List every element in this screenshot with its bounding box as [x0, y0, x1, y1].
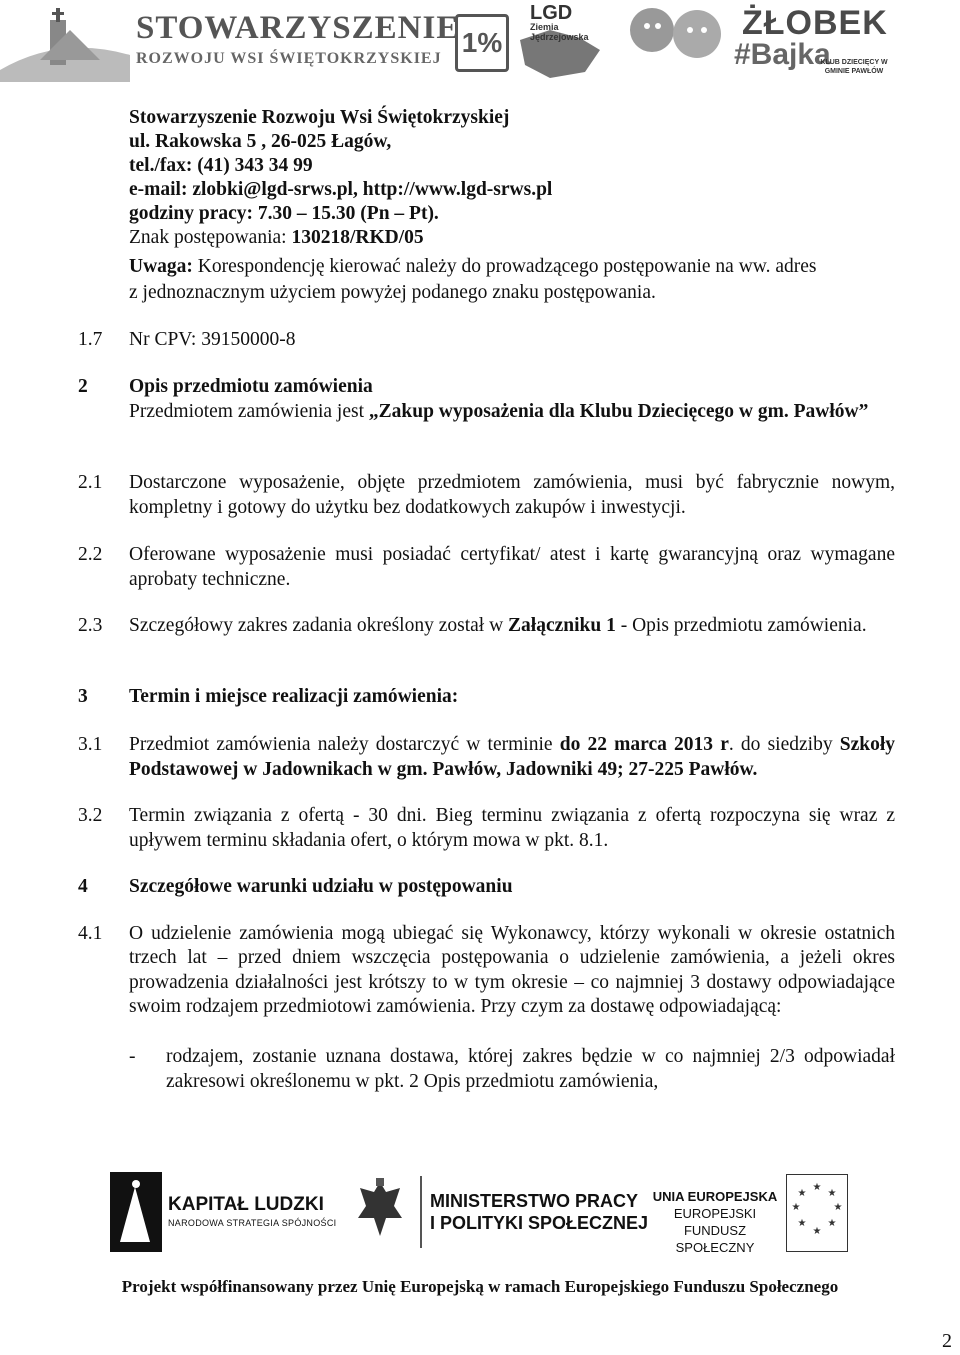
- bullet-text: rodzajem, zostanie uznana dostawa, której zakres będzie w co najmniej 2/3 odpowiadał zakresowi określonemu w pkt. 2 Opis przedmiotu zamówienia,: [166, 1046, 895, 1092]
- item-2-3-text: [129, 614, 895, 639]
- children-icon: [622, 0, 732, 82]
- item-3-2-number: 3.2: [78, 805, 103, 826]
- stow-title: STOWARZYSZENIE: [136, 10, 460, 46]
- item-2-1-number: 2.1: [78, 472, 103, 493]
- eagle-emblem-icon: [356, 1178, 404, 1240]
- item-2-3-attachment: Załączniku 1: [508, 615, 616, 636]
- cofinancing-note: Projekt współfinansowany przez Unię Europejską w ramach Europejskiego Funduszu Społecznego: [121, 1277, 839, 1296]
- kapital-ludzki-subtitle: NARODOWA STRATEGIA SPÓJNOŚCI: [168, 1218, 337, 1228]
- svg-text:★: ★: [797, 1218, 807, 1229]
- cpv-number: 1.7: [78, 329, 103, 350]
- address-line-3: tel./fax: (41) 343 34 99: [129, 155, 313, 176]
- church-icon: [0, 0, 135, 82]
- item-3-1-text-a: Przedmiot zamówienia należy dostarczyć w terminie: [129, 734, 560, 755]
- item-3-1-text: [129, 733, 895, 782]
- stow-subtitle: ROZWOJU WSI ŚWIĘTOKRZYSKIEJ: [136, 50, 442, 67]
- note-line: [129, 255, 816, 279]
- item-2-3-text-b: - Opis przedmiotu zamówienia.: [615, 615, 867, 636]
- cpv-text: Nr CPV: 39150000-8: [129, 329, 296, 350]
- svg-text:★: ★: [791, 1202, 801, 1213]
- item-3-1-deadline: do 22 marca 2013 r: [559, 734, 729, 755]
- section-2-number: 2: [78, 376, 88, 397]
- svg-text:★: ★: [797, 1188, 807, 1199]
- ministry-line-2: I POLITYKI SPOŁECZNEJ: [430, 1213, 649, 1233]
- lgd-subtitle: Ziemia Jędrzejowska: [530, 22, 589, 42]
- item-3-1-text-b: . do siedziby: [728, 734, 840, 755]
- zlobek-logo: [622, 0, 960, 82]
- eu-fund-name: [650, 1188, 780, 1256]
- address-line-2: ul. Rakowska 5 , 26-025 Łagów,: [129, 131, 392, 152]
- address-line-5: godziny pracy: 7.30 – 15.30 (Pn – Pt).: [129, 203, 439, 224]
- item-2-1-text: Dostarczone wyposażenie, objęte przedmiotem zamówienia, musi być fabrycznie nowym, kompletny i gotowy do użytku bez dodatkowych zakupów i inwestycji.: [129, 472, 895, 518]
- zlobek-bajka: #Bajka: [734, 38, 831, 71]
- kapital-ludzki-icon: [110, 1172, 162, 1252]
- item-2-3-text-a: Szczegółowy zakres zadania określony został w: [129, 615, 509, 636]
- stowarzyszenie-logo: [0, 0, 505, 82]
- item-4-1-number: 4.1: [78, 923, 103, 944]
- svg-text:★: ★: [812, 1182, 822, 1193]
- case-number-line: [129, 226, 424, 250]
- note-line-2: z jednoznacznym użyciem powyżej podanego znaku postępowania.: [129, 282, 656, 303]
- item-2-2-number: 2.2: [78, 544, 103, 565]
- section-2-subject: „Zakup wyposażenia dla Klubu Dziecięcego w gm. Pawłów”: [368, 401, 869, 422]
- item-3-2-text: Termin związania z ofertą - 30 dni. Bieg terminu związania z ofertą rozpoczyna się wraz z upływem terminu składania ofert, o którym mowa w pkt. 8.1.: [129, 805, 895, 851]
- lgd-logo: [510, 0, 610, 80]
- eu-line-1: UNIA EUROPEJSKA: [652, 1189, 778, 1204]
- section-2-intro-text: Przedmiotem zamówienia jest: [129, 401, 369, 422]
- svg-text:★: ★: [812, 1226, 822, 1237]
- case-number-value: 130218/RKD/05: [291, 227, 424, 248]
- item-3-1-number: 3.1: [78, 734, 103, 755]
- lgd-title: LGD: [530, 2, 573, 24]
- ministry-divider: [420, 1176, 422, 1248]
- footer-logos: [110, 1172, 850, 1262]
- ministry-name: [430, 1190, 648, 1234]
- svg-text:★: ★: [833, 1202, 843, 1213]
- note-text: Korespondencję kierować należy do prowadzącego postępowanie na ww. adres: [192, 256, 817, 277]
- one-percent-badge: 1%: [455, 14, 509, 72]
- eu-line-3: FUNDUSZ SPOŁECZNY: [675, 1223, 755, 1255]
- section-2-title: Opis przedmiotu zamówienia: [129, 376, 373, 397]
- section-3-number: 3: [78, 686, 88, 707]
- item-4-1-text: O udzielenie zamówienia mogą ubiegać się Wykonawcy, którzy wykonali w okresie ostatnich trzech lat – przed dniem wszczęcia postępowania o udzielenie zamówienia, a jeżeli okres prowadzenia działalności jest krótszy to w tym okresie – co najmniej 3 dostawy odpowiadające swoim rodzajem przedmiotowi zamówienia. Przy czym za dostawę odpowiadającą:: [129, 923, 895, 1018]
- bullet-dash: -: [129, 1046, 136, 1067]
- section-4-title: Szczegółowe warunki udziału w postępowaniu: [129, 876, 513, 897]
- page-number: 2: [942, 1330, 952, 1352]
- case-number-label: Znak postępowania:: [129, 227, 292, 248]
- address-line-1: Stowarzyszenie Rozwoju Wsi Świętokrzyskiej: [129, 107, 510, 128]
- kapital-ludzki-title: KAPITAŁ LUDZKI: [168, 1194, 324, 1215]
- section-2-intro: [129, 400, 893, 425]
- svg-text:★: ★: [827, 1188, 837, 1199]
- item-2-2-text: Oferowane wyposażenie musi posiadać certyfikat/ atest i kartę gwarancyjną oraz wymagane aprobaty techniczne.: [129, 544, 895, 590]
- ministry-line-1: MINISTERSTWO PRACY: [430, 1191, 639, 1211]
- zlobek-title: ŻŁOBEK: [742, 4, 888, 42]
- section-3-title: Termin i miejsce realizacji zamówienia:: [129, 686, 459, 707]
- item-2-3-number: 2.3: [78, 615, 103, 636]
- klub-label: KLUB DZIECIĘCY W GMINIE PAWŁÓW: [820, 59, 888, 75]
- section-4-number: 4: [78, 876, 88, 897]
- note-label: Uwaga:: [129, 256, 193, 277]
- item-3-1-location: Szkoły Podstawowej w Jadownikach w gm. Pawłów, Jadowniki 49; 27-225 Pawłów.: [129, 734, 896, 780]
- address-line-4: e-mail: zlobki@lgd-srws.pl, http://www.lgd-srws.pl: [129, 179, 553, 200]
- eu-line-2: EUROPEJSKI: [673, 1206, 757, 1221]
- svg-text:★: ★: [827, 1218, 837, 1229]
- eu-flag-icon: [786, 1174, 848, 1252]
